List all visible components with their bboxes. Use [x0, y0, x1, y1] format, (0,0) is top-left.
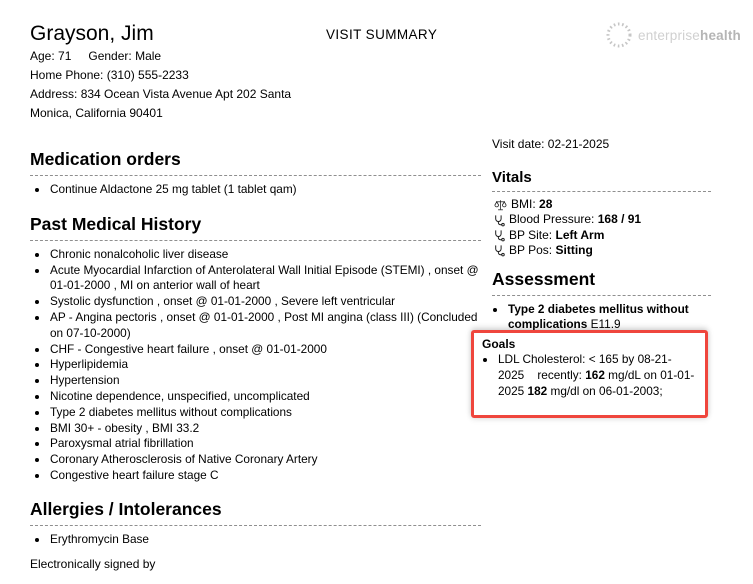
patient-age: Age: 71: [30, 49, 72, 63]
goal-value-recent: 162: [585, 367, 605, 382]
list-item: • Hyperlipidemia: [49, 357, 481, 373]
list-item: [507, 302, 711, 334]
logo-text-health: health: [700, 27, 741, 43]
list-item: • Coronary Atherosclerosis of Native Coronary Artery: [49, 452, 481, 468]
medication-orders-heading: Medication orders: [30, 149, 481, 176]
vitals-heading: Vitals: [492, 169, 711, 192]
logo-text-enterprise: enterprise: [637, 27, 701, 43]
goal-text: mg/dl on 06-01-2003;: [547, 383, 663, 398]
vitals-value: Sitting: [555, 243, 593, 258]
left-column: [30, 149, 481, 572]
stethoscope-icon: [494, 229, 505, 242]
assessment-diagnosis: Type 2 diabetes mellitus without complications: [508, 301, 689, 332]
list-item: • Continue Aldactone 25 mg tablet (1 tablet qam): [49, 182, 481, 198]
address-line: Address: 834 Ocean Vista Avenue Apt 202 Santa Monica, California 90401: [30, 87, 292, 120]
allergies-list: [30, 532, 481, 548]
assessment-code: E11.9: [587, 317, 621, 332]
goal-text: LDL Cholesterol: < 165 by 08-21-2025 recently:: [498, 352, 672, 382]
goals-list: [482, 352, 700, 399]
vitals-value: 168 / 91: [597, 212, 642, 227]
patient-name: Grayson, Jim: [30, 22, 154, 45]
stethoscope-icon: [494, 244, 505, 257]
goal-text: mg/dL on 01-01-2025: [498, 367, 695, 398]
bmi-scale-icon: [494, 199, 507, 211]
past-medical-history-heading: Past Medical History: [30, 214, 481, 241]
vitals-value: 28: [539, 197, 553, 211]
list-item: • AP - Angina pectoris , onset @ 01-01-2000 , Post MI angina (class III) (Concluded on 07-10-2000): [49, 310, 481, 342]
vitals-value: Left Arm: [555, 227, 605, 242]
vitals-label: BP Site:: [509, 227, 556, 242]
vitals-label: BMI:: [511, 197, 540, 211]
past-medical-history-list: [30, 247, 481, 484]
electronically-signed-line: Electronically signed by: [30, 556, 156, 571]
vitals-row-bp-site: [494, 228, 711, 243]
assessment-heading: Assessment: [492, 269, 711, 296]
vitals-row-blood-pressure: [494, 212, 711, 227]
list-item: • Hypertension: [49, 373, 481, 389]
list-item: • BMI 30+ - obesity , BMI 33.2: [49, 421, 481, 437]
vitals-label: Blood Pressure:: [509, 212, 598, 227]
right-column: [492, 137, 711, 333]
page-title: VISIT SUMMARY: [326, 27, 438, 42]
goals-highlight-box: [471, 330, 708, 418]
list-item: • Systolic dysfunction , onset @ 01-01-2000 , Severe left ventricular: [49, 294, 481, 310]
goals-heading: Goals: [482, 337, 516, 351]
list-item: • Acute Myocardial Infarction of Anterolateral Wall Initial Episode (STEMI) , onset @ 01-01-2000 , MI on anterior wall of heart: [49, 263, 481, 295]
stethoscope-icon: [494, 214, 505, 227]
list-item: • Nicotine dependence, unspecified, uncomplicated: [49, 389, 481, 405]
vitals-section: [492, 169, 711, 259]
age-gender-line: [30, 47, 298, 66]
list-item: • Type 2 diabetes mellitus without complications: [49, 405, 481, 421]
medication-orders-list: [30, 182, 481, 198]
assessment-section: [492, 269, 711, 334]
list-item: • Paroxysmal atrial fibrillation: [49, 436, 481, 452]
list-item: • CHF - Congestive heart failure , onset @ 01-01-2000: [49, 342, 481, 358]
vitals-label: BP Pos:: [509, 243, 556, 258]
list-item: • Congestive heart failure stage C: [49, 468, 481, 484]
patient-gender: Gender: Male: [88, 49, 162, 63]
logo-circle-icon: [604, 20, 634, 50]
enterprise-health-logo: [604, 20, 741, 50]
vitals-row-bp-pos: [494, 243, 711, 258]
list-item: • Erythromycin Base: [49, 532, 481, 548]
assessment-list: [492, 302, 711, 334]
list-item: • Chronic nonalcoholic liver disease: [49, 247, 481, 263]
allergies-section: [30, 499, 481, 548]
logo-text: [638, 28, 741, 43]
vitals-rows: [492, 197, 711, 259]
medication-orders-section: [30, 149, 481, 198]
past-medical-history-section: [30, 214, 481, 484]
home-phone-line: Home Phone: (310) 555-2233: [30, 68, 189, 82]
vitals-row-bmi: [494, 197, 711, 212]
allergies-heading: Allergies / Intolerances: [30, 499, 481, 526]
goal-value-prior: 182: [527, 383, 548, 398]
visit-date: Visit date: 02-21-2025: [492, 137, 610, 151]
list-item: [497, 352, 700, 399]
patient-info: [30, 47, 298, 123]
